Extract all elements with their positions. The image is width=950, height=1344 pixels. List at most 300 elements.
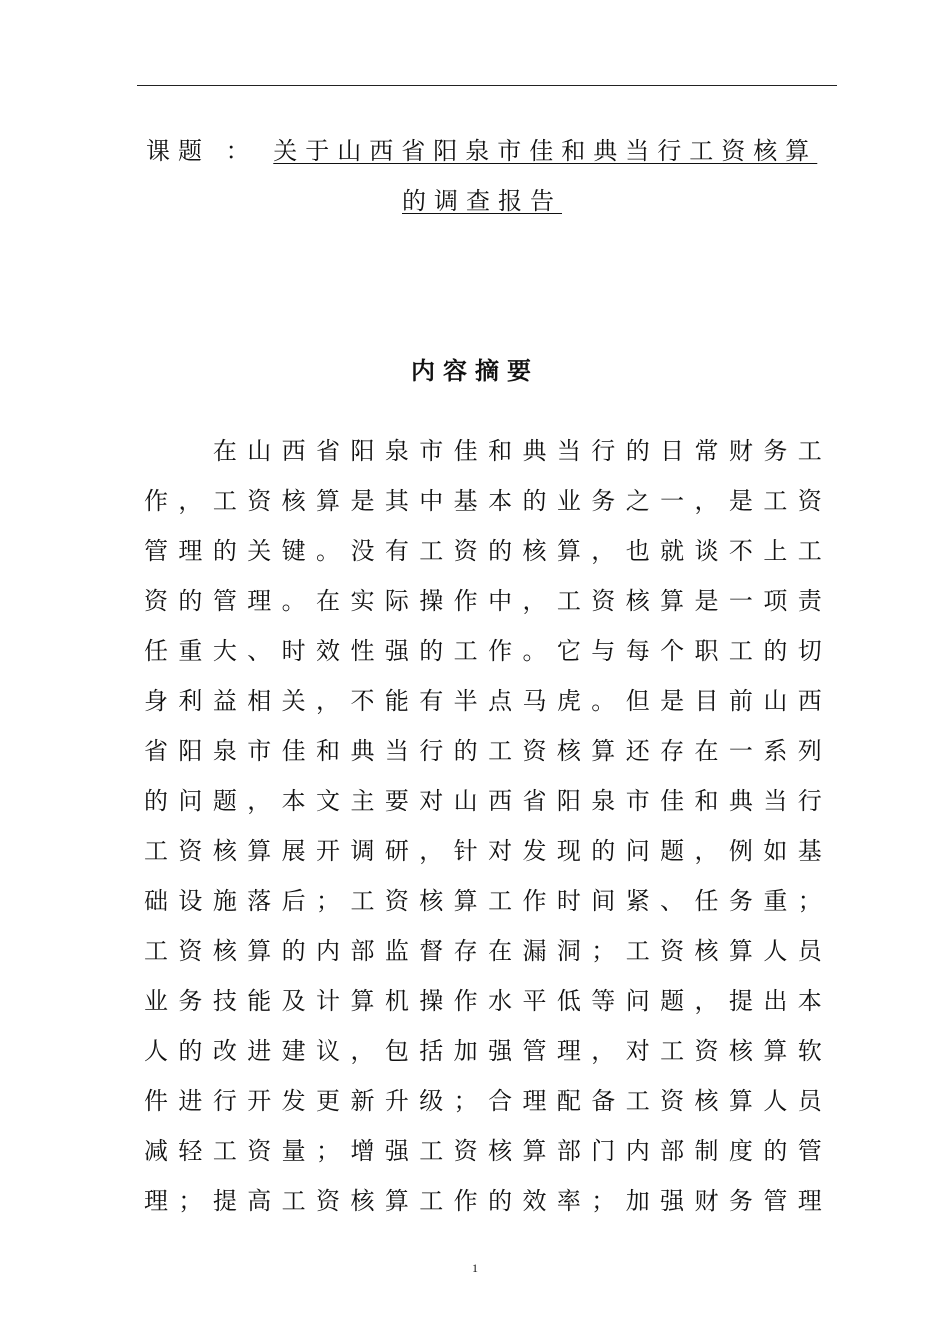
abstract-char: 核	[281, 487, 306, 515]
abstract-char: 件	[144, 1087, 168, 1115]
abstract-char: 市	[625, 787, 650, 815]
abstract-char: 马	[522, 687, 547, 715]
abstract-char: 工	[419, 537, 444, 565]
abstract-line	[144, 926, 822, 976]
abstract-char: 。	[316, 537, 341, 565]
abstract-char: 配	[556, 1087, 581, 1115]
abstract-char: 人	[763, 1087, 788, 1115]
abstract-char: 大	[212, 637, 237, 665]
abstract-char: 阳	[178, 737, 203, 765]
abstract-char: 阳	[556, 787, 581, 815]
abstract-char: 资	[797, 487, 822, 515]
abstract-line	[144, 576, 822, 626]
abstract-char: 市	[419, 437, 444, 465]
title-label: 课题	[146, 137, 210, 165]
abstract-char: 高	[247, 1187, 272, 1215]
abstract-char: 监	[384, 937, 409, 965]
abstract-char: 新	[350, 1087, 375, 1115]
abstract-char: 任	[694, 887, 719, 915]
abstract-char: 理	[797, 1187, 822, 1215]
abstract-char: 督	[419, 937, 444, 965]
abstract-char: 省	[144, 737, 168, 765]
abstract-char: 计	[316, 987, 341, 1015]
abstract-char: 效	[522, 1187, 547, 1215]
abstract-char: 工	[556, 587, 581, 615]
abstract-char: 漏	[522, 937, 547, 965]
abstract-char: 效	[316, 637, 341, 665]
abstract-char: 、	[247, 637, 272, 665]
abstract-char: 佳	[660, 787, 685, 815]
abstract-char: 西	[281, 437, 306, 465]
abstract-char: 软	[797, 1037, 822, 1065]
abstract-char: 和	[316, 737, 341, 765]
abstract-char: 的	[488, 537, 513, 565]
abstract-char: 题	[212, 787, 237, 815]
abstract-char: 理	[522, 1087, 547, 1115]
abstract-char: 工	[625, 937, 650, 965]
abstract-char: 基	[453, 487, 478, 515]
abstract-char: 轻	[178, 1137, 203, 1165]
abstract-line	[144, 776, 822, 826]
abstract-char: 针	[453, 837, 478, 865]
abstract-char: 有	[384, 537, 409, 565]
abstract-char: 资	[660, 1087, 685, 1115]
abstract-char: 的	[522, 487, 547, 515]
abstract-char: 、	[660, 887, 685, 915]
abstract-char: 算	[522, 1137, 547, 1165]
abstract-char: 作	[488, 637, 513, 665]
abstract-char: 作	[144, 487, 168, 515]
abstract-char: 及	[281, 987, 306, 1015]
abstract-char: 资	[316, 1187, 341, 1215]
abstract-char: 工	[350, 887, 375, 915]
abstract-char: 关	[247, 537, 272, 565]
abstract-char: 备	[591, 1087, 616, 1115]
abstract-char: 技	[212, 987, 237, 1015]
abstract-line	[144, 626, 822, 676]
abstract-char: 础	[144, 887, 168, 915]
abstract-char: 的	[488, 1187, 513, 1215]
abstract-char: 职	[694, 637, 719, 665]
abstract-char: 设	[178, 887, 203, 915]
abstract-char: 能	[384, 687, 409, 715]
abstract-char: 一	[660, 487, 685, 515]
abstract-char: 发	[522, 837, 547, 865]
abstract-char: 研	[384, 837, 409, 865]
abstract-char: 和	[488, 437, 513, 465]
abstract-char: 山	[453, 787, 478, 815]
abstract-char: 操	[419, 587, 444, 615]
abstract-char: 核	[350, 1187, 375, 1215]
abstract-char: 相	[247, 687, 272, 715]
abstract-char: 问	[625, 837, 650, 865]
abstract-char: 间	[591, 887, 616, 915]
abstract-char: 行	[419, 737, 444, 765]
abstract-char: 资	[522, 737, 547, 765]
abstract-char: 切	[797, 637, 822, 665]
abstract-char: 增	[350, 1137, 375, 1165]
abstract-char: 半	[453, 687, 478, 715]
abstract-char: 市	[247, 737, 272, 765]
abstract-char: 也	[625, 537, 650, 565]
abstract-char: 资	[384, 887, 409, 915]
abstract-char: 点	[488, 687, 513, 715]
abstract-char: 题	[660, 987, 685, 1015]
abstract-char: 等	[591, 987, 616, 1015]
abstract-line	[144, 676, 822, 726]
abstract-char: 资	[591, 587, 616, 615]
title-text-line-2: 的调查报告	[402, 187, 562, 215]
abstract-char: ；	[797, 887, 822, 915]
abstract-line	[144, 526, 822, 576]
abstract-char: 阳	[350, 437, 375, 465]
abstract-char: 身	[144, 687, 168, 715]
abstract-char: 作	[453, 1187, 478, 1215]
abstract-char: 工	[281, 1187, 306, 1215]
abstract-char: 当	[763, 787, 788, 815]
abstract-char: 内	[316, 937, 341, 965]
abstract-char: 算	[247, 937, 272, 965]
abstract-char: 是	[350, 487, 375, 515]
abstract-char: 省	[316, 437, 341, 465]
abstract-char: 建	[281, 1037, 306, 1065]
abstract-char: 典	[350, 737, 375, 765]
abstract-char: 资	[694, 1037, 719, 1065]
abstract-char: 典	[522, 437, 547, 465]
abstract-char: 目	[694, 687, 719, 715]
abstract-char: 例	[728, 837, 753, 865]
abstract-char: 资	[660, 937, 685, 965]
abstract-char: 发	[281, 1087, 306, 1115]
abstract-char: 利	[178, 687, 203, 715]
abstract-char: 强	[660, 1187, 685, 1215]
abstract-char: 施	[212, 887, 237, 915]
abstract-char: 算	[556, 537, 581, 565]
abstract-char: 算	[453, 887, 478, 915]
abstract-char: 工	[453, 637, 478, 665]
title-text-line-1: 关于山西省阳泉市佳和典当行工资核算	[273, 137, 818, 165]
title-line-1	[146, 136, 817, 166]
abstract-char: 出	[763, 987, 788, 1015]
abstract-char: 资	[178, 837, 203, 865]
abstract-char: 个	[660, 637, 685, 665]
abstract-char: 强	[384, 637, 409, 665]
abstract-char: 管	[144, 537, 168, 565]
abstract-char: 存	[660, 737, 685, 765]
abstract-char: 制	[694, 1137, 719, 1165]
abstract-char: 门	[591, 1137, 616, 1165]
abstract-char: 要	[384, 787, 409, 815]
abstract-char: 重	[763, 887, 788, 915]
abstract-char: 管	[763, 1187, 788, 1215]
abstract-line	[144, 826, 822, 876]
abstract-char: 现	[556, 837, 581, 865]
abstract-char: 的	[419, 637, 444, 665]
abstract-char: 性	[350, 637, 375, 665]
abstract-char: 系	[763, 737, 788, 765]
title-separator: ：	[225, 137, 258, 165]
abstract-char: 工	[625, 1087, 650, 1115]
abstract-char: ，	[694, 487, 719, 515]
title-line-2	[402, 186, 562, 216]
abstract-char: 中	[488, 587, 513, 615]
abstract-char: 量	[281, 1137, 306, 1165]
abstract-char: 操	[419, 987, 444, 1015]
abstract-char: 工	[488, 887, 513, 915]
abstract-char: 时	[281, 637, 306, 665]
abstract-char: 工	[212, 1137, 237, 1165]
abstract-char: 平	[522, 987, 547, 1015]
abstract-char: 员	[797, 937, 822, 965]
abstract-char: 进	[247, 1037, 272, 1065]
abstract-char: 部	[660, 1137, 685, 1165]
abstract-char: 作	[453, 987, 478, 1015]
abstract-char: 加	[453, 1037, 478, 1065]
abstract-char: 资	[144, 587, 168, 615]
abstract-char: 常	[694, 437, 719, 465]
abstract-char: 升	[384, 1087, 409, 1115]
abstract-char: ，	[419, 837, 444, 865]
abstract-char: 财	[728, 437, 753, 465]
abstract-char: ，	[350, 1037, 375, 1065]
abstract-char: 工	[419, 1187, 444, 1215]
abstract-char: ；	[453, 1087, 478, 1115]
abstract-char: 理	[144, 1187, 168, 1215]
abstract-char: 佳	[281, 737, 306, 765]
abstract-char: 算	[660, 587, 685, 615]
abstract-char: 其	[384, 487, 409, 515]
abstract-char: 上	[763, 537, 788, 565]
abstract-char: 的	[591, 837, 616, 865]
abstract-char: 工	[660, 1037, 685, 1065]
abstract-char: 理	[178, 537, 203, 565]
abstract-char: ；	[316, 887, 341, 915]
abstract-char: 低	[556, 987, 581, 1015]
abstract-char: 项	[763, 587, 788, 615]
abstract-char: 西	[488, 787, 513, 815]
abstract-char: 机	[384, 987, 409, 1015]
abstract-char: 泉	[591, 787, 616, 815]
abstract-char: 没	[350, 537, 375, 565]
abstract-char: 算	[384, 1187, 409, 1215]
abstract-char: 业	[556, 487, 581, 515]
abstract-char: 实	[350, 587, 375, 615]
abstract-char: 度	[728, 1137, 753, 1165]
abstract-char: 率	[556, 1187, 581, 1215]
abstract-char: 核	[419, 887, 444, 915]
abstract-char: 如	[763, 837, 788, 865]
abstract-char: 当	[384, 737, 409, 765]
abstract-char: 的	[212, 537, 237, 565]
abstract-char: 。	[281, 587, 306, 615]
abstract-char: 开	[247, 1087, 272, 1115]
abstract-char: ，	[694, 837, 719, 865]
abstract-char: ；	[178, 1187, 203, 1215]
abstract-char: 不	[728, 537, 753, 565]
abstract-char: ，	[178, 487, 203, 515]
abstract-char: 典	[728, 787, 753, 815]
abstract-char: 省	[522, 787, 547, 815]
abstract-char: 算	[350, 987, 375, 1015]
abstract-char: 重	[178, 637, 203, 665]
abstract-char: 在	[212, 437, 237, 465]
abstract-heading: 内容摘要	[411, 356, 539, 385]
abstract-char: 务	[591, 487, 616, 515]
abstract-char: 算	[763, 1037, 788, 1065]
abstract-char: 与	[591, 637, 616, 665]
abstract-char: 改	[212, 1037, 237, 1065]
abstract-char: 问	[178, 787, 203, 815]
abstract-char: 题	[660, 837, 685, 865]
abstract-char: 一	[728, 737, 753, 765]
abstract-char: 行	[797, 787, 822, 815]
abstract-char: 责	[797, 587, 822, 615]
abstract-char: 。	[591, 687, 616, 715]
abstract-line	[144, 1076, 822, 1126]
abstract-char: 算	[728, 937, 753, 965]
abstract-char: 工	[144, 937, 168, 965]
abstract-char: 主	[350, 787, 375, 815]
abstract-char: 财	[694, 1187, 719, 1215]
abstract-char: 作	[522, 887, 547, 915]
abstract-char: 包	[384, 1037, 409, 1065]
abstract-char: 工	[212, 487, 237, 515]
abstract-char: 的	[763, 637, 788, 665]
abstract-char: 合	[488, 1087, 513, 1115]
abstract-char: 的	[763, 1137, 788, 1165]
abstract-char: 核	[488, 1137, 513, 1165]
abstract-char: 和	[694, 787, 719, 815]
abstract-char: 在	[316, 587, 341, 615]
abstract-char: 务	[728, 887, 753, 915]
abstract-char: 本	[797, 987, 822, 1015]
abstract-char: 益	[212, 687, 237, 715]
abstract-char: 人	[763, 937, 788, 965]
abstract-char: 当	[556, 437, 581, 465]
abstract-char: 西	[797, 687, 822, 715]
abstract-char: 的	[144, 787, 168, 815]
abstract-char: 进	[178, 1087, 203, 1115]
abstract-char: 每	[625, 637, 650, 665]
abstract-char: 虎	[556, 687, 581, 715]
abstract-char: 员	[797, 1087, 822, 1115]
abstract-char: 键	[281, 537, 306, 565]
abstract-char: 理	[247, 587, 272, 615]
abstract-char: 展	[281, 837, 306, 865]
abstract-char: 文	[316, 787, 341, 815]
abstract-char: ，	[247, 787, 272, 815]
abstract-char: 工	[488, 737, 513, 765]
abstract-char: 核	[212, 937, 237, 965]
abstract-char: 算	[316, 487, 341, 515]
abstract-char: 佳	[453, 437, 478, 465]
abstract-char: 核	[522, 537, 547, 565]
abstract-char: 核	[694, 1087, 719, 1115]
abstract-char: 管	[522, 1037, 547, 1065]
abstract-char: ，	[591, 537, 616, 565]
abstract-char: 前	[728, 687, 753, 715]
abstract-char: 资	[178, 937, 203, 965]
abstract-char	[144, 426, 168, 476]
abstract-char: ，	[591, 1037, 616, 1065]
abstract-char: 算	[247, 837, 272, 865]
abstract-char: 是	[660, 687, 685, 715]
abstract-char	[178, 426, 202, 476]
abstract-char: 务	[178, 987, 203, 1015]
abstract-char: 减	[144, 1137, 168, 1165]
abstract-char: 资	[453, 1137, 478, 1165]
abstract-char: 能	[247, 987, 272, 1015]
abstract-char: 泉	[212, 737, 237, 765]
abstract-char: 核	[625, 587, 650, 615]
abstract-char: 核	[556, 737, 581, 765]
abstract-char: ；	[591, 937, 616, 965]
abstract-char: 核	[694, 937, 719, 965]
abstract-char: 对	[625, 1037, 650, 1065]
abstract-char: ，	[694, 987, 719, 1015]
abstract-char: 管	[797, 1137, 822, 1165]
abstract-char: 提	[728, 987, 753, 1015]
abstract-char: 工	[144, 837, 168, 865]
abstract-char: 部	[350, 937, 375, 965]
abstract-line	[144, 476, 822, 526]
abstract-line	[144, 876, 822, 926]
abstract-char: 存	[453, 937, 478, 965]
abstract-char: 后	[281, 887, 306, 915]
abstract-line	[144, 1126, 822, 1176]
abstract-char: 水	[488, 987, 513, 1015]
abstract-char: 资	[247, 487, 272, 515]
abstract-char: 但	[625, 687, 650, 715]
abstract-char: ，	[522, 587, 547, 615]
abstract-char: 开	[316, 837, 341, 865]
abstract-char: 强	[488, 1037, 513, 1065]
abstract-char: 紧	[625, 887, 650, 915]
abstract-char: 对	[488, 837, 513, 865]
page-number: 1	[472, 1261, 478, 1275]
abstract-char: 工	[419, 1137, 444, 1165]
abstract-char: 的	[453, 737, 478, 765]
abstract-char: 行	[591, 437, 616, 465]
abstract-char: 对	[419, 787, 444, 815]
abstract-char: 工	[797, 437, 822, 465]
abstract-char: 本	[281, 787, 306, 815]
abstract-char: 工	[728, 637, 753, 665]
abstract-char: 的	[625, 437, 650, 465]
abstract-char: 资	[247, 1137, 272, 1165]
abstract-char: 之	[625, 487, 650, 515]
abstract-char: 不	[350, 687, 375, 715]
abstract-char: 算	[728, 1087, 753, 1115]
abstract-char: 人	[144, 1037, 168, 1065]
abstract-line	[144, 1026, 822, 1076]
abstract-char: 务	[728, 1187, 753, 1215]
abstract-char: 理	[556, 1037, 581, 1065]
abstract-char: 山	[763, 687, 788, 715]
abstract-char: 谈	[694, 537, 719, 565]
abstract-char: 工	[763, 487, 788, 515]
abstract-char: 洞	[556, 937, 581, 965]
abstract-char: 任	[144, 637, 168, 665]
abstract-char: 的	[178, 1037, 203, 1065]
abstract-char: ，	[316, 687, 341, 715]
abstract-char: 是	[728, 487, 753, 515]
abstract-char: 在	[488, 937, 513, 965]
abstract-char: 资	[453, 537, 478, 565]
abstract-char: 作	[453, 587, 478, 615]
abstract-char: 列	[797, 737, 822, 765]
abstract-char: 更	[316, 1087, 341, 1115]
